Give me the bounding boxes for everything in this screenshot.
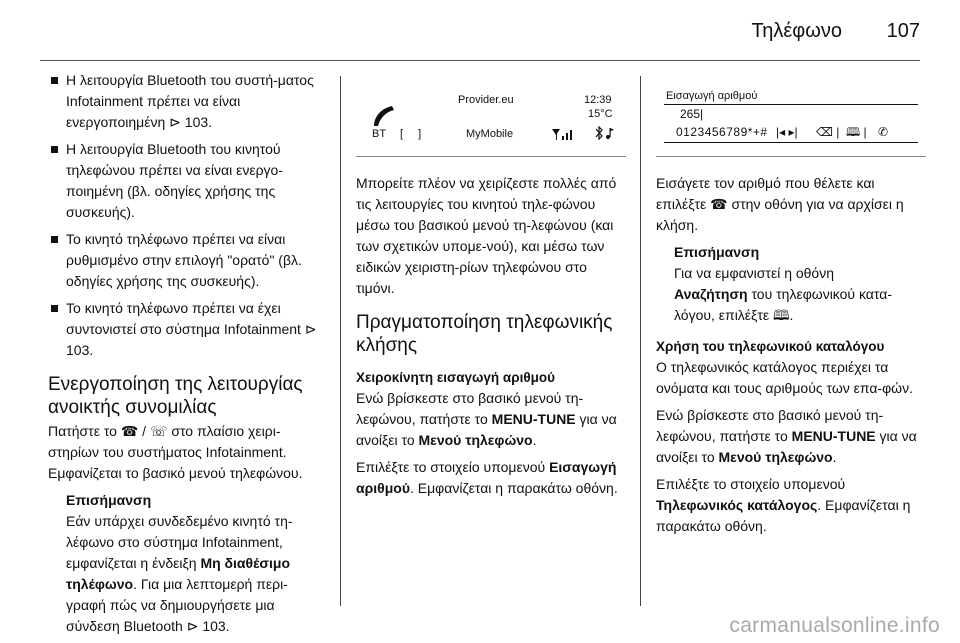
text-run: για να ανοίξει το bbox=[656, 428, 917, 465]
screen-title: Εισαγωγή αριθμού bbox=[666, 90, 758, 102]
note-text: . Για μια λεπτομερή περι-γραφή πώς να δημιουργήσετε μια σύνδεση Bluetooth ⊳ 103. bbox=[66, 576, 288, 634]
note-bold: Μη διαθέσιμο τηλέφωνο bbox=[66, 555, 290, 592]
keypad-digits: 0123456789*+# bbox=[676, 125, 768, 139]
watermark: carmanualsonline.info bbox=[729, 614, 940, 637]
mobile-name: MyMobile bbox=[466, 128, 514, 140]
list-item: Η λειτουργία Bluetooth του συστή-ματος Infotainment πρέπει να είναι ενεργοποιημένη ⊳ 103. bbox=[48, 70, 326, 133]
note-box bbox=[656, 242, 926, 326]
section-heading: Ενεργοποίηση της λειτουργίας ανοικτής συνομιλίας bbox=[48, 374, 303, 418]
subsection-heading: Χρήση του τηλεφωνικού καταλόγου bbox=[656, 339, 885, 354]
note-bold: Αναζήτηση bbox=[674, 286, 748, 302]
column-2 bbox=[356, 70, 626, 505]
number-entry: 265| bbox=[680, 107, 704, 121]
keypad-navigation-icon: |◂ ▸| bbox=[776, 125, 798, 139]
text-run: . bbox=[532, 432, 537, 448]
text-run: για να ανοίξει το bbox=[356, 411, 617, 448]
note-text: Για να εμφανιστεί η οθόνη bbox=[674, 265, 835, 281]
menu-tune-label: MENU-TUNE bbox=[491, 411, 576, 427]
text-run: . bbox=[832, 449, 837, 465]
note-text: Εάν υπάρχει συνδεδεμένο κινητό τη-λέφωνο στο σύστημα Infotainment, εμφανίζεται η ένδειξη bbox=[66, 513, 293, 571]
list-item: Το κινητό τηλέφωνο πρέπει να έχει συντονιστεί στο σύστημα Infotainment ⊳ 103. bbox=[48, 298, 326, 361]
header-rule bbox=[40, 60, 920, 61]
list-item: Το κινητό τηλέφωνο πρέπει να είναι ρυθμισμένο στην επιλογή "ορατό" (βλ. οδηγίες χρήσης της συσκευής). bbox=[48, 229, 326, 292]
subsection-heading: Χειροκίνητη εισαγωγή αριθμού bbox=[356, 370, 555, 385]
text-run: Ενώ βρίσκεστε στο βασικό μενού τη-λεφώνου, πατήστε το bbox=[356, 390, 584, 427]
phone-menu-label: Μενού τηλεφώνο bbox=[718, 449, 833, 465]
clock-time: 12:39 bbox=[584, 94, 612, 106]
note-title: Επισήμανση bbox=[674, 244, 760, 260]
phonebook-icon: 🕮 | bbox=[846, 125, 867, 139]
enter-number-screen bbox=[656, 78, 926, 157]
column-divider-2 bbox=[640, 76, 641, 606]
phone-main-screen bbox=[356, 78, 626, 157]
page-title: Τηλέφωνο bbox=[751, 20, 842, 42]
paragraph: Ο τηλεφωνικός κατάλογος περιέχει τα ονόματα και τους αριθμούς των επα-φών. bbox=[656, 359, 913, 396]
text-run: . Εμφανίζεται η παρακάτω οθόνη. bbox=[656, 497, 911, 534]
screen-title-rule bbox=[664, 104, 918, 105]
phonebook-label: Τηλεφωνικός κατάλογος bbox=[656, 497, 818, 513]
phone-menu-label: Μενού τηλεφώνο bbox=[418, 432, 533, 448]
requirements-list bbox=[48, 70, 326, 361]
paragraph: Εισάγετε τον αριθμό που θέλετε και επιλέξτε ☎ στην οθόνη για να αρχίσει η κλήση. bbox=[656, 175, 904, 233]
menu-tune-label: MENU-TUNE bbox=[791, 428, 876, 444]
column-3 bbox=[656, 70, 926, 543]
note-text: του τηλεφωνικού κατα-λόγου, επιλέξτε 🕮. bbox=[674, 286, 892, 323]
note-title: Επισήμανση bbox=[66, 492, 152, 508]
text-run: Επιλέξτε το στοιχείο υπομενού bbox=[656, 476, 846, 492]
paragraph bbox=[656, 474, 926, 537]
screen-bottom-rule bbox=[664, 142, 918, 143]
brackets-label: [ ] bbox=[400, 128, 428, 140]
section-heading: Πραγματοποίηση τηλεφωνικής κλήσης bbox=[356, 312, 613, 356]
temperature: 15°C bbox=[588, 108, 613, 120]
paragraph bbox=[656, 405, 926, 468]
call-icon: ✆ bbox=[878, 125, 889, 139]
text-run: Επιλέξτε το στοιχείο υπομενού bbox=[356, 459, 550, 475]
column-divider-1 bbox=[340, 76, 341, 606]
signal-strength-icon bbox=[552, 128, 574, 140]
provider-name: Provider.eu bbox=[458, 94, 514, 106]
backspace-icon: ⌫ | bbox=[816, 125, 840, 139]
list-item: Η λειτουργία Bluetooth του κινητού τηλεφώνου πρέπει να είναι ενεργο-ποιημένη (βλ. οδηγίες χρήσης της συσκευής). bbox=[48, 139, 326, 223]
paragraph bbox=[356, 457, 626, 499]
text-run: Ενώ βρίσκεστε στο βασικό μενού τη-λεφώνου, πατήστε το bbox=[656, 407, 884, 444]
enter-number-label: Εισαγωγή αριθμού bbox=[356, 459, 617, 496]
paragraph: Πατήστε το ☎ / ☏ στο πλαίσιο χειρι-στηρίων του συστήματος Infotainment. Εμφανίζεται το βασικό μενού τηλεφώνου. bbox=[48, 423, 303, 481]
bluetooth-audio-icon bbox=[594, 126, 616, 140]
paragraph: Μπορείτε πλέον να χειρίζεστε πολλές από τις λειτουργίες του κινητού τηλε-φώνου μέσω του βασικού μενού τη-λεφώνου (και των σχετικών υπομε-νού), και μέσω των ειδικών χειριστη-ρίων τηλεφώνου στο τιμόνι. bbox=[356, 175, 617, 296]
note-box bbox=[48, 490, 326, 637]
bt-label: BT bbox=[372, 128, 387, 140]
page-number: 107 bbox=[886, 20, 920, 42]
column-1 bbox=[48, 70, 326, 643]
paragraph bbox=[356, 388, 626, 451]
phone-handset-icon bbox=[370, 102, 398, 130]
text-run: . Εμφανίζεται η παρακάτω οθόνη. bbox=[410, 480, 618, 496]
page-header bbox=[0, 0, 960, 62]
